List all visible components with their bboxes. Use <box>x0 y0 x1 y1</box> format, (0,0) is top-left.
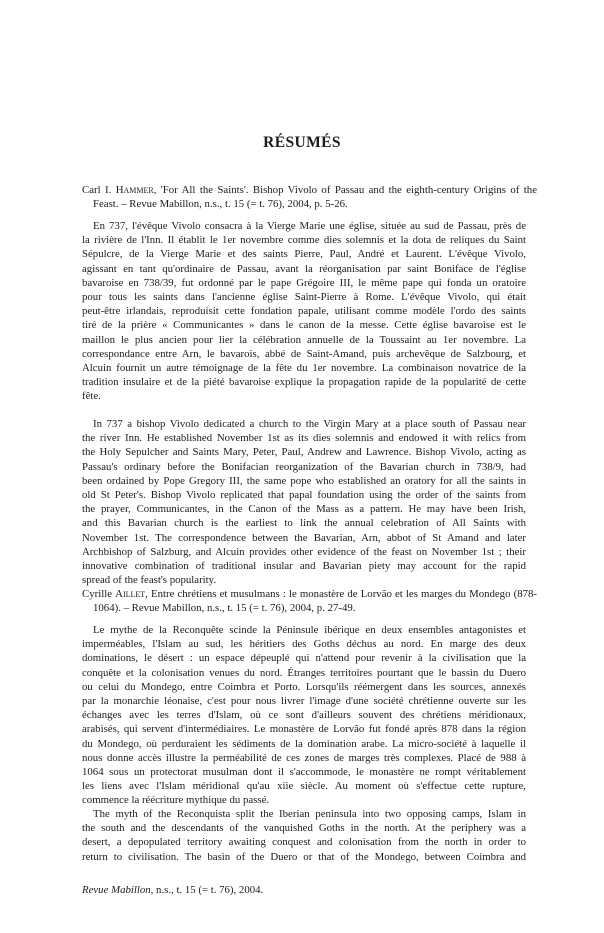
text-line: Passau's ordinary before the Bonifacian reorganization of the Bavarian church in 738/9, had <box>82 460 526 473</box>
article2-citation-rest: , Entre chrétiens et musulmans : le monastère de Lorvão et les marges du Mondego (878-1064). – Revue Mabillon, n.s., t. 15 (= t. 76), 2004, p. 27-49. <box>93 588 537 615</box>
page-title: RÉSUMÉS <box>263 134 341 151</box>
page-footer <box>82 883 526 897</box>
article1-abstract-en <box>82 417 526 587</box>
text-line: November 1st. The correspondence between the Bavarian, Arn, abbot of St Amand and later <box>82 531 526 544</box>
text-line: desert, a depopulated territory awaiting conquest and colonisation from the north in order to <box>82 836 526 849</box>
text-line: the prayer, Communicantes, in the Canon of the Mass as a pattern. He may have been Irish, <box>82 503 526 516</box>
text-line: been ordained by Pope Gregory III, the same pope who established an oratory for all the saints in <box>82 474 526 487</box>
article2-citation <box>82 587 537 615</box>
article1-abstract-fr <box>82 219 526 404</box>
text-line: Alcuin fournit un autre témoignage de la fête du 1er novembre. La combinaison novatrice de la <box>82 362 526 375</box>
text-line: pour tous les saints dans l'ancienne église Saint-Pierre à Rome. L'évêque Vivolo, qui était <box>82 291 526 304</box>
text-line: conquête et la colonisation venues du nord. Étranges territoires pourtant que le bassin du Duero <box>82 666 526 679</box>
text-line: par la monarchie léonaise, c'est pour nous livrer l'image d'une société chrétienne ouverte sur les <box>82 695 526 708</box>
text-line: Sépulcre, de la Vierge Marie et des saints Pierre, Paul, André et Laurent. L'évêque Vivolo, <box>82 248 526 261</box>
text-line: 1064 sous un protectorat musulman dont il s'accommode, le monastère ne rompt véritablement <box>82 766 526 779</box>
text-line: the river Inn. He established November 1st as its dies solemnis and endowed it with relics from <box>82 432 526 445</box>
text-line: dominations, le désert : un espace dépeuplé qui n'attend pour revenir à la civilisation que la <box>82 652 526 665</box>
text-line: la rivière de l'Inn. Il établit le 1er novembre comme dies solemnis et la dota de reliques du Saint <box>82 234 526 247</box>
article1-author-last: Hammer <box>115 184 154 196</box>
article2-abstract-fr <box>82 623 526 808</box>
text-line: arabisés, qui servent d'intermédiaires. Le monastère de Lorvão fut fondé après 878 dans la région <box>82 723 526 736</box>
text-line: agissant en tant qu'ordinaire de Passau, avant la réorganisation par saint Boniface de l'église <box>82 262 526 275</box>
article2-author-last: Aillet <box>115 588 146 600</box>
text-line: spread of the feast's popularity. <box>82 574 217 587</box>
text-line: Le mythe de la Reconquête scinde la Péninsule ibérique en deux ensembles antagonistes et <box>93 624 526 636</box>
text-line: The myth of the Reconquista split the Iberian peninsula into two opposing camps, Islam in <box>93 808 526 820</box>
text-line: ou celui du Mondego, entre Coimbra et Porto. Lorsqu'ils réémergent dans les sources, annexés <box>82 680 526 693</box>
text-line: échanges avec les terres d'Islam, où ce sont d'ailleurs souvent des chrétiens méridionaux, <box>82 709 526 722</box>
text-line: nous donne accès illustre la perméabilité de ces zones de marges très complexes. Placé de 988 à <box>82 751 526 764</box>
footer-rest: , n.s., t. 15 (= t. 76), 2004. <box>150 884 264 896</box>
text-line: tradition insulaire et de la piété bavaroise explique la propagation rapide de la popularité de cette <box>82 376 526 389</box>
article2-abstract-en <box>82 807 526 864</box>
article1-citation <box>82 183 537 211</box>
text-line: correspondance entre Arn, le bavarois, abbé de Saint-Amand, puis archevêque de Salzbourg, et <box>82 347 526 360</box>
text-line: bavaroise en 738/39, fut ordonné par le pape Grégoire III, le même pape qui fonda un oratoire <box>82 276 526 289</box>
footer-journal: Revue Mabillon <box>82 884 151 896</box>
text-line: peut-être irlandais, reproduisit cette fondation papale, utilisant comme modèle l'ordo des saints <box>82 305 526 318</box>
text-line: Archbishop of Salzburg, and Alcuin provides other evidence of the feast on November 1st ; their <box>82 545 526 558</box>
text-line: commence la réécriture mythique du passé. <box>82 794 270 807</box>
text-line: the south and the descendants of the vanquished Goths in the north. At the periphery was a <box>82 822 526 835</box>
text-line: En 737, l'évêque Vivolo consacra à la Vierge Marie une église, située au sud de Passau, près de <box>93 220 526 232</box>
text-line: fête. <box>82 390 101 403</box>
text-line: return to civilisation. The basin of the Duero or that of the Mondego, between Coimbra and <box>82 850 526 863</box>
article1-author-first: Carl I. <box>82 184 112 196</box>
article2-author-first: Cyrille <box>82 588 112 600</box>
article1-citation-rest: , 'For All the Saints'. Bishop Vivolo of Passau and the eighth-century Origins of the Feast. – Revue Mabillon, n.s., t. 15 (= t. 76), 2004, p. 5-26. <box>93 184 537 211</box>
text-line: In 737 a bishop Vivolo dedicated a church to the Virgin Mary at a place south of Passau near <box>93 418 526 430</box>
text-line: innovative combination of traditional insular and Bavarian piety may account for the rapid <box>82 560 526 573</box>
text-line: and this Bavarian church is the earliest to link the annual celebration of All Saints with <box>82 517 526 530</box>
text-line: the Holy Sepulcher and Saints Mary, Peter, Paul, Andrew and Lawrence. Bishop Vivolo, acting as <box>82 446 526 459</box>
text-line: imperméables, l'Islam au sud, les héritiers des Goths déchus au nord. En marge des deux <box>82 638 526 651</box>
text-line: maillon le plus ancien pour lier la célébration annuelle de la Toussaint au 1er novembre. La <box>82 333 526 346</box>
text-line: old St Peter's. Bishop Vivolo replicated that papal foundation using the order of the saints from <box>82 489 526 502</box>
text-line: les liens avec l'Islam méridional qu'au xiie siècle. Au moment où s'effectue cette rupture, <box>82 780 526 793</box>
text-line: tiré de la prière « Communicantes » dans le canon de la messe. Cette église bavaroise est le <box>82 319 526 332</box>
text-line: du Mondego, où perduraient les sédiments de la domination arabe. La micro-société à laquelle il <box>82 737 526 750</box>
